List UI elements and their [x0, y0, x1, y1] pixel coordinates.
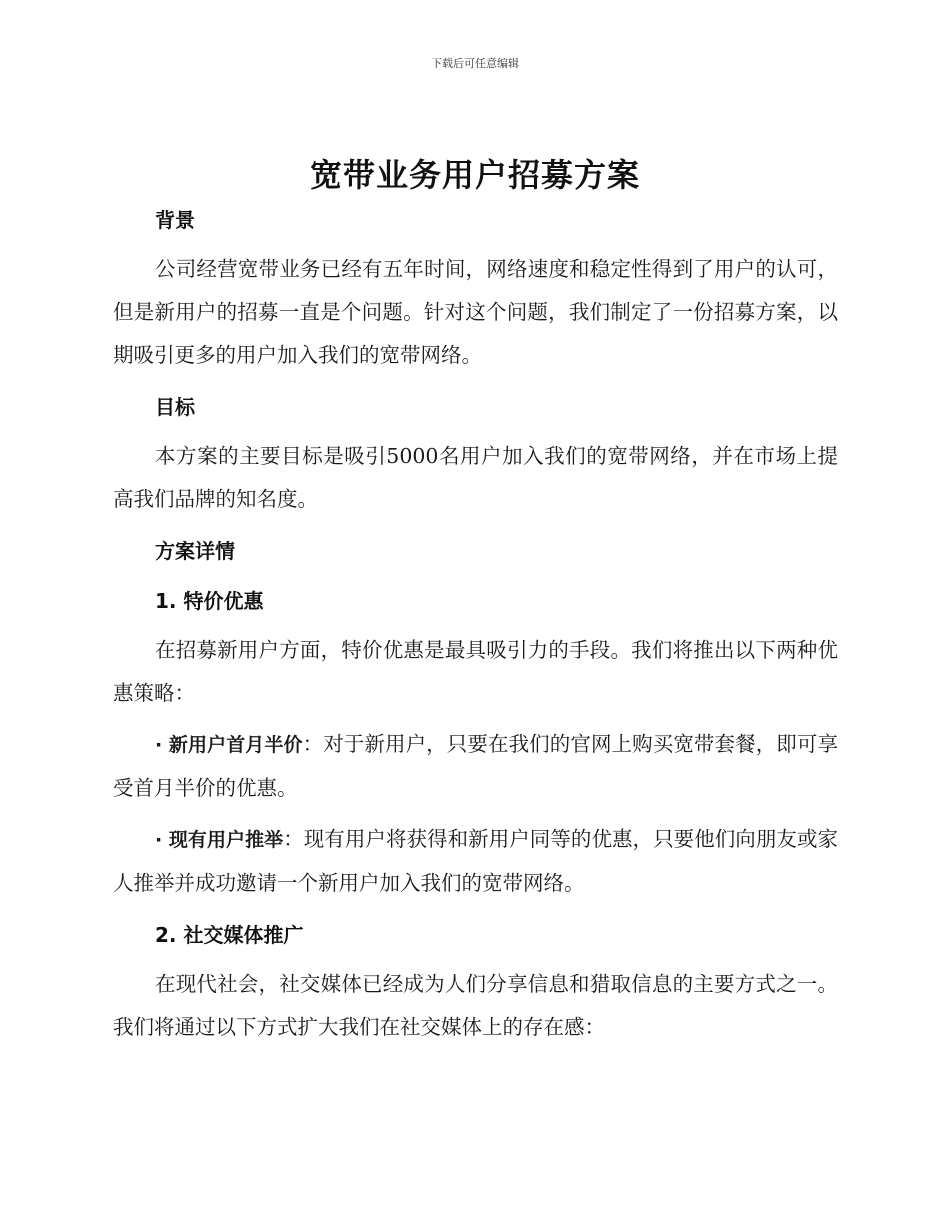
paragraph-background: 公司经营宽带业务已经有五年时间，网络速度和稳定性得到了用户的认可，但是新用户的招募一直是个问题。针对这个问题，我们制定了一份招募方案，以期吸引更多的用户加入我们的宽带网络。 [113, 257, 838, 367]
bullet-lead: · 新用户首月半价 [155, 734, 303, 756]
paragraph-social-media: 在现代社会，社交媒体已经成为人们分享信息和猎取信息的主要方式之一。我们将通过以下方式扩大我们在社交媒体上的存在感： [113, 972, 838, 1039]
bullet-new-user-half-price [113, 723, 838, 810]
subheading-special-offer: 1. 特价优惠 [155, 589, 264, 613]
section-heading-details: 方案详情 [155, 539, 235, 563]
paragraph-goal: 本方案的主要目标是吸引5000名用户加入我们的宽带网络，并在市场上提高我们品牌的知名度。 [113, 444, 838, 511]
section-heading-background: 背景 [155, 208, 195, 232]
subheading-social-media: 2. 社交媒体推广 [155, 923, 304, 947]
header-note: 下载后可任意编辑 [431, 57, 519, 70]
document-body [113, 198, 838, 1057]
document-title: 宽带业务用户招募方案 [309, 156, 640, 194]
section-heading-goal: 目标 [155, 395, 195, 419]
bullet-text: ：现有用户将获得和新用户同等的优惠，只要他们向朋友或家人推举并成功邀请一个新用户加入我们的宽带网络。 [113, 827, 838, 895]
bullet-text: ：对于新用户，只要在我们的官网上购买宽带套餐，即可享受首月半价的优惠。 [113, 732, 838, 800]
paragraph-special-offer: 在招募新用户方面，特价优惠是最具吸引力的手段。我们将推出以下两种优惠策略： [113, 638, 838, 705]
bullet-existing-user-referral [113, 818, 838, 905]
bullet-lead: · 现有用户推举 [155, 829, 284, 851]
